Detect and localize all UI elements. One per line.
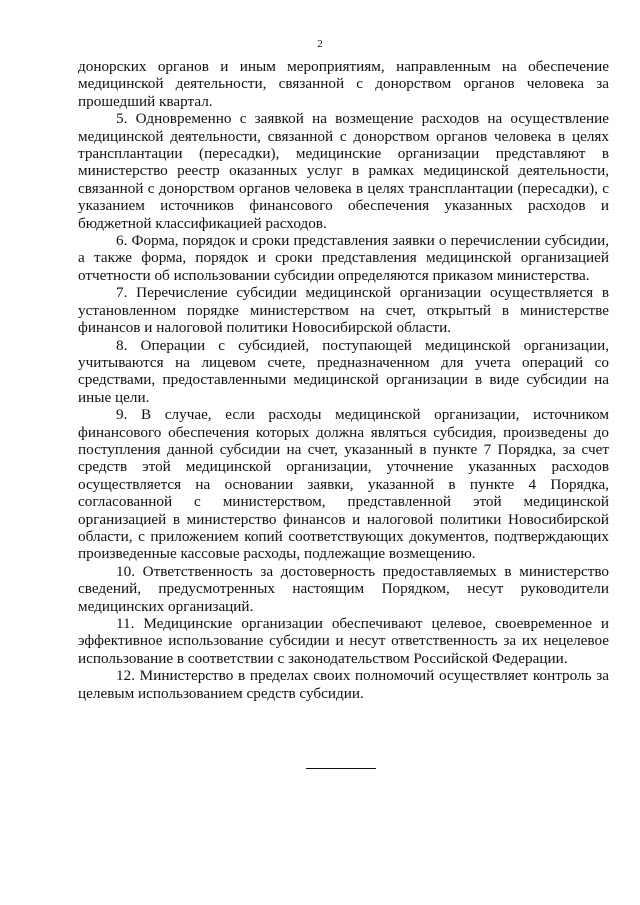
paragraph-item-10: 10. Ответственность за достоверность предоставляемых в министерство сведений, предусмотренных настоящим Порядком, несут руководители медицинских организаций. — [78, 562, 609, 615]
page-number: 2 — [317, 38, 323, 50]
paragraph-item-6: 6. Форма, порядок и сроки представления заявки о перечислении субсидии, а также форма, порядок и сроки представления медицинской организацией отчетности об использовании субсидии определяются приказом министерства. — [78, 232, 609, 284]
paragraph-item-9: 9. В случае, если расходы медицинской организации, источником финансового обеспечения которых должна являться субсидия, произведены до поступления данной субсидии на счет, указанный в пункте 7 Порядка, за счет средств этой медицинской организации, уточнение указанных расходов осуществляется на основании заявки, указанной в пункте 4 Порядка, согласованной с министерством, представленной этой медицинской организацией в министерство финансов и налоговой политики Новосибирской области, с приложением копий соответствующих документов, подтверждающих произведенные кассовые расходы, подлежащие возмещению. — [78, 406, 609, 563]
paragraph-item-8: 8. Операции с субсидией, поступающей медицинской организации, учитываются на лицевом счете, предназначенном для учета операций со средствами, предоставленными медицинской организации в виде субсидии на иные цели. — [78, 336, 609, 406]
paragraph-item-5: 5. Одновременно с заявкой на возмещение расходов на осуществление медицинской деятельности, связанной с донорством органов человека в целях трансплантации (пересадки), медицинские организации представляют в министерство реестр оказанных услуг в рамках медицинской деятельности, связанной с донорством органов человека в целях трансплантации (пересадки), с указанием источников финансового обеспечения указанных расходов и бюджетной классификацией расходов. — [78, 110, 609, 232]
paragraph-continuation: донорских органов и иным мероприятиям, направленным на обеспечение медицинской деятельности, связанной с донорством органов человека за прошедший квартал. — [78, 58, 609, 110]
paragraph-item-12: 12. Министерство в пределах своих полномочий осуществляет контроль за целевым использованием средств субсидии. — [78, 667, 609, 702]
end-of-document-rule — [306, 768, 376, 769]
paragraph-item-11: 11. Медицинские организации обеспечивают целевое, своевременное и эффективное использование субсидии и несут ответственность за их нецелевое использование в соответствии с законодательством Российской Федерации. — [78, 615, 609, 667]
document-body — [78, 58, 609, 702]
paragraph-item-7: 7. Перечисление субсидии медицинской организации осуществляется в установленном порядке министерством на счет, открытый в министерстве финансов и налоговой политики Новосибирской области. — [78, 284, 609, 337]
